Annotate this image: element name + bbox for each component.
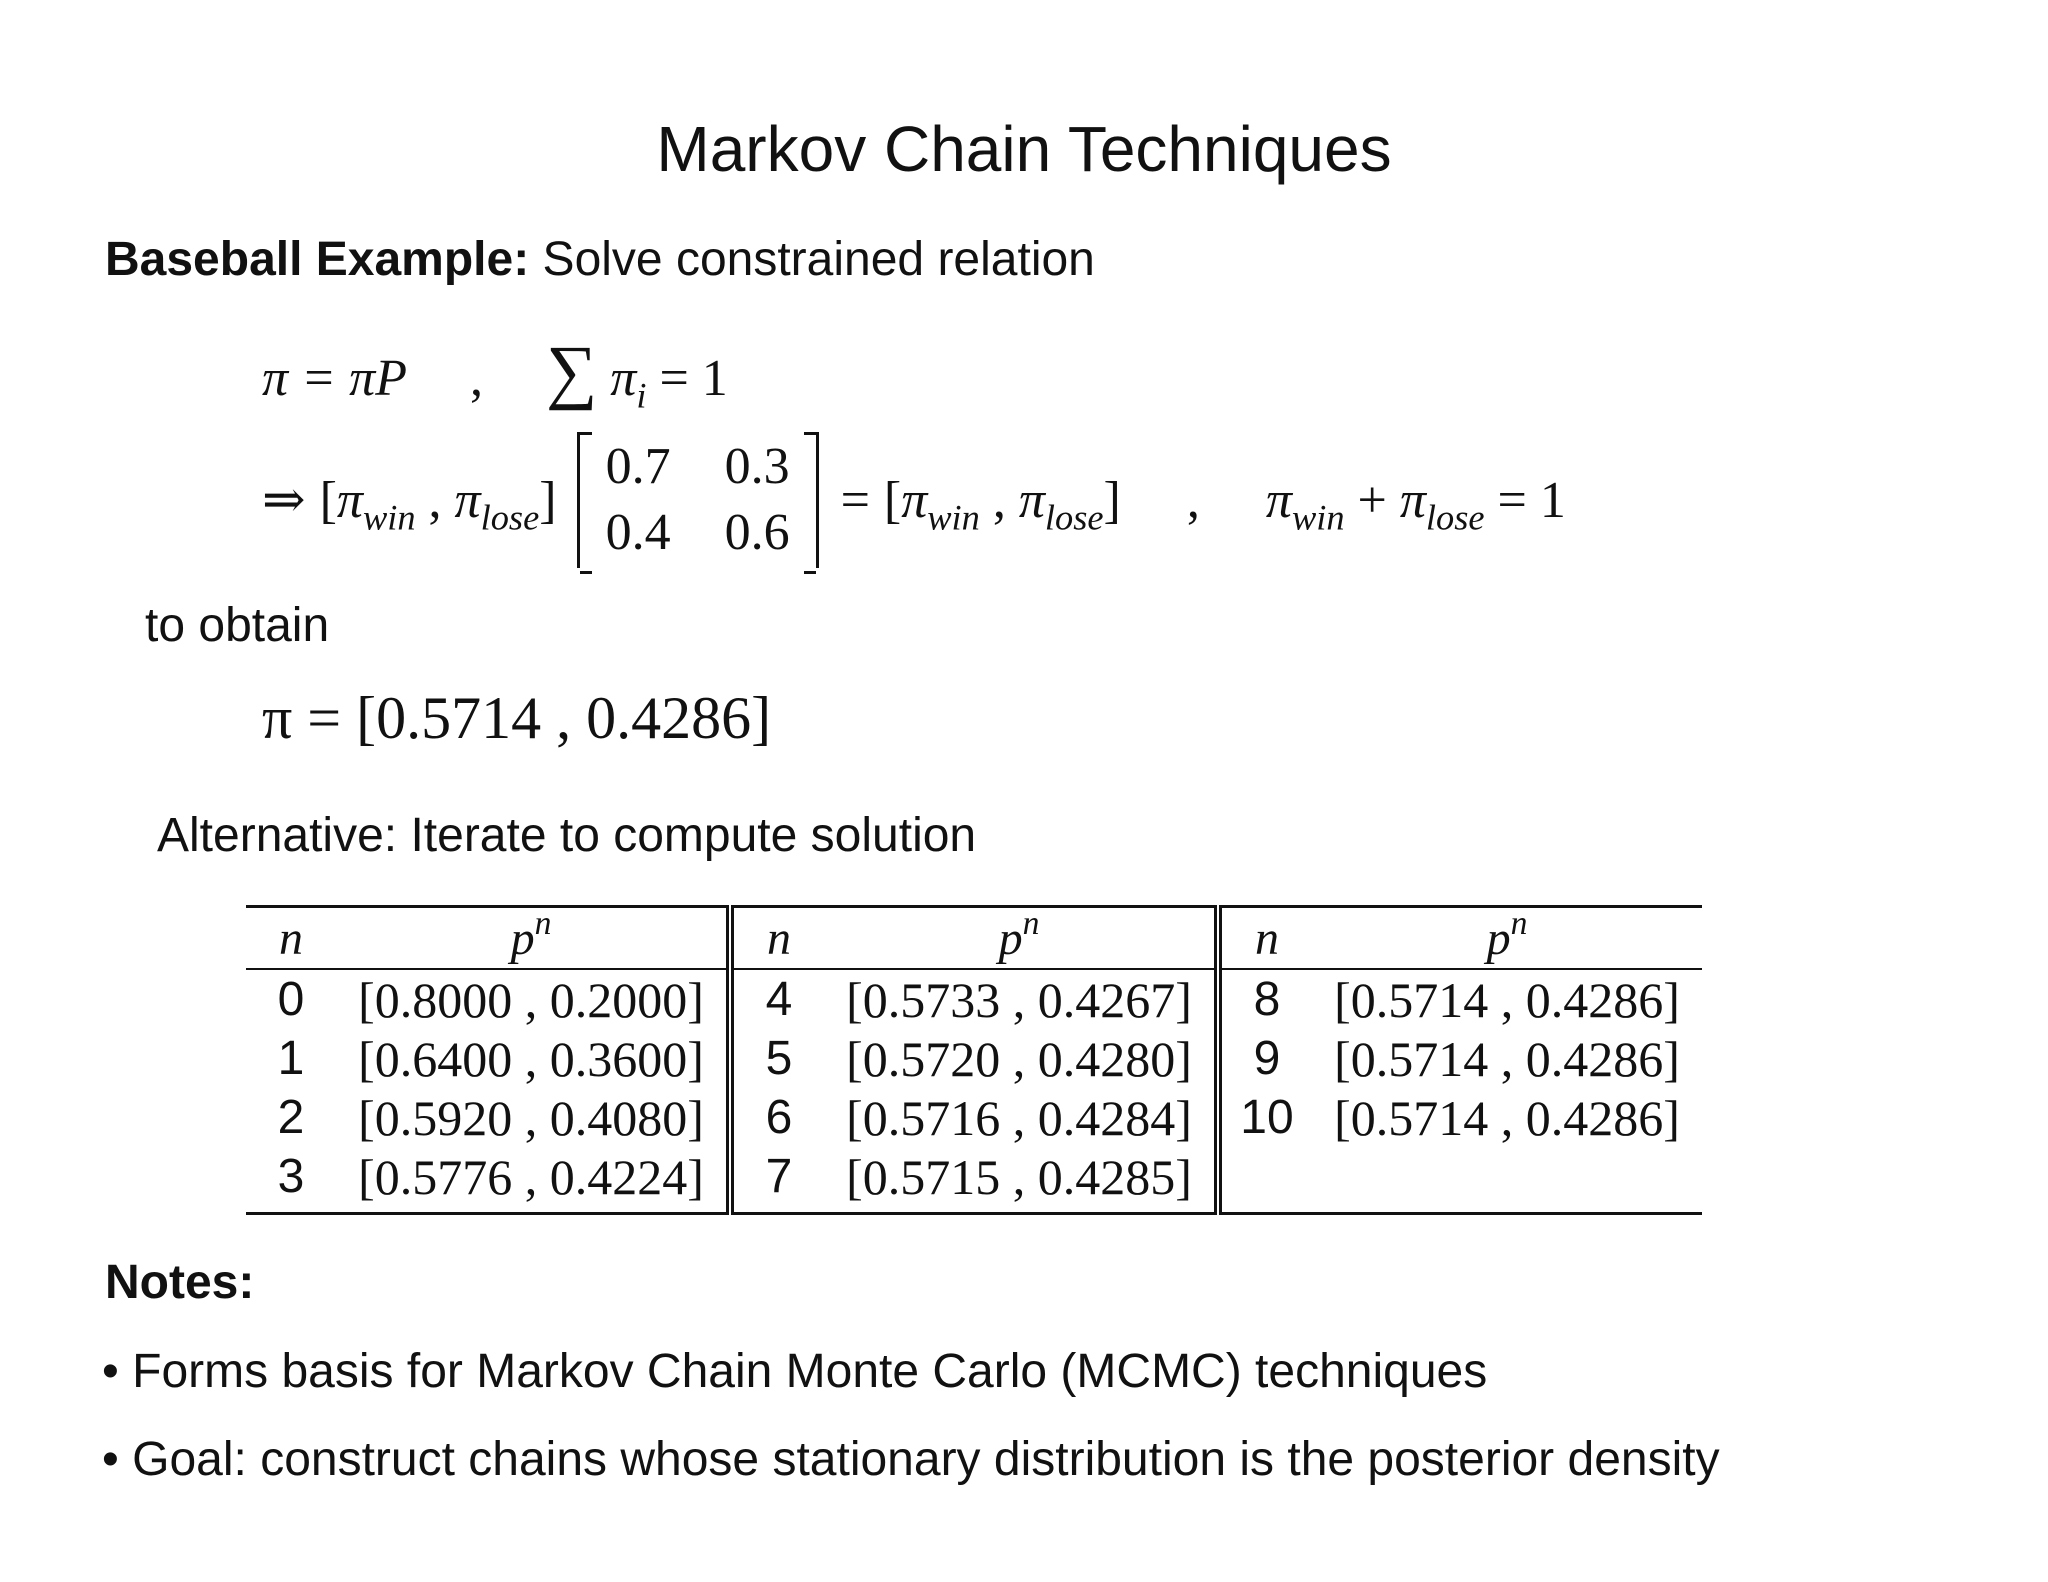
cell-n: 3 (277, 1150, 305, 1203)
table-row (246, 1147, 1702, 1214)
to-obtain-text: to obtain (145, 599, 330, 652)
cell-p: [0.6400 , 0.3600] (336, 1029, 730, 1088)
eq1-rhs: = 1 (659, 350, 728, 407)
header-n: n (1218, 907, 1312, 970)
header-n: n (246, 907, 336, 970)
pi-symbol: π (1018, 471, 1045, 529)
cell-n: 2 (277, 1091, 305, 1144)
matrix-equation (262, 432, 1566, 568)
eq1-separator: , (469, 350, 483, 407)
header-p: $p^n$ (1312, 907, 1702, 970)
cell-p: [0.5715 , 0.4285] (824, 1147, 1218, 1214)
cell-p: [0.5716 , 0.4284] (824, 1088, 1218, 1147)
matrix-cell: 0.4 (605, 504, 671, 561)
constraint (1265, 471, 1566, 538)
header-n: n (730, 907, 824, 970)
equals-sign: = (840, 471, 870, 529)
comma: , (992, 471, 1006, 529)
eq1-sub: i (636, 375, 647, 416)
bracket-open: [ (319, 471, 337, 529)
cell-p: [0.5720 , 0.4280] (824, 1029, 1218, 1088)
table-row (246, 969, 1702, 1029)
sub-win: win (1291, 497, 1345, 538)
cell-p: [0.5733 , 0.4267] (824, 969, 1218, 1029)
notes-heading: Notes: (105, 1256, 255, 1309)
pi-symbol: π (1399, 471, 1426, 529)
bracket-close: ] (1103, 471, 1121, 529)
table-header-row (246, 907, 1702, 970)
table-row (246, 1029, 1702, 1088)
cell-p: [0.8000 , 0.2000] (336, 969, 730, 1029)
stationary-equation (262, 330, 728, 416)
matrix-cell: 0.3 (724, 438, 790, 495)
pi-symbol: π (454, 471, 481, 529)
cell-n-empty (1218, 1147, 1312, 1214)
iteration-table (246, 905, 1702, 1215)
sub-lose: lose (1425, 497, 1485, 538)
cell-p: [0.5920 , 0.4080] (336, 1088, 730, 1147)
cell-p: [0.5714 , 0.4286] (1334, 971, 1680, 1028)
sub-win: win (362, 497, 416, 538)
slide-title: Markov Chain Techniques (656, 113, 1392, 185)
matrix-cell: 0.7 (605, 438, 671, 495)
cell-n: 4 (765, 973, 793, 1026)
section-heading-text: Solve constrained relation (542, 233, 1095, 286)
cell-p: [0.5714 , 0.4286] (1334, 1089, 1680, 1146)
section-heading (105, 232, 1095, 287)
header-p: $p^n$ (336, 907, 730, 970)
bracket-close: ] (539, 471, 557, 529)
pi-symbol: π (336, 471, 363, 529)
sub-lose: lose (1044, 497, 1104, 538)
cell-n: 7 (765, 1150, 793, 1203)
alternative-text: Alternative: Iterate to compute solution (157, 809, 977, 862)
cell-n: 8 (1253, 973, 1281, 1026)
cell-p: [0.5776 , 0.4224] (336, 1147, 730, 1214)
plus-sign: + (1357, 471, 1387, 529)
cell-p-empty (1312, 1147, 1702, 1214)
cell-n: 6 (765, 1091, 793, 1144)
vector-left (319, 471, 557, 538)
comma: , (1186, 471, 1200, 529)
solution-equation: π = [0.5714 , 0.4286] (262, 685, 772, 751)
constraint-rhs: = 1 (1497, 471, 1566, 529)
cell-n: 9 (1253, 1032, 1281, 1085)
implies-symbol: ⇒ (262, 472, 306, 529)
sub-win: win (927, 497, 980, 538)
cell-n: 10 (1240, 1091, 1294, 1144)
cell-n: 0 (277, 973, 305, 1026)
sub-lose: lose (480, 497, 540, 538)
comma: , (428, 471, 442, 529)
section-heading-bold: Baseball Example: (105, 233, 530, 286)
cell-n: 5 (765, 1032, 793, 1085)
pi-symbol: π (1265, 471, 1292, 529)
eq1-pi: π (610, 350, 637, 407)
eq1-left: π = πP (262, 350, 407, 407)
header-p: $p^n$ (824, 907, 1218, 970)
cell-p: [0.5714 , 0.4286] (1334, 1030, 1680, 1087)
bracket-open: [ (883, 471, 902, 529)
note-item: • Forms basis for Markov Chain Monte Carlo (MCMC) techniques (102, 1345, 1488, 1398)
vector-right (883, 471, 1121, 538)
table-row (246, 1088, 1702, 1147)
note-item: • Goal: construct chains whose stationary distribution is the posterior density (102, 1433, 1720, 1486)
matrix-cell: 0.6 (724, 504, 790, 561)
pi-symbol: π (901, 471, 928, 529)
sum-symbol: ∑ (545, 331, 598, 411)
cell-n: 1 (277, 1032, 305, 1085)
transition-matrix (577, 432, 819, 568)
